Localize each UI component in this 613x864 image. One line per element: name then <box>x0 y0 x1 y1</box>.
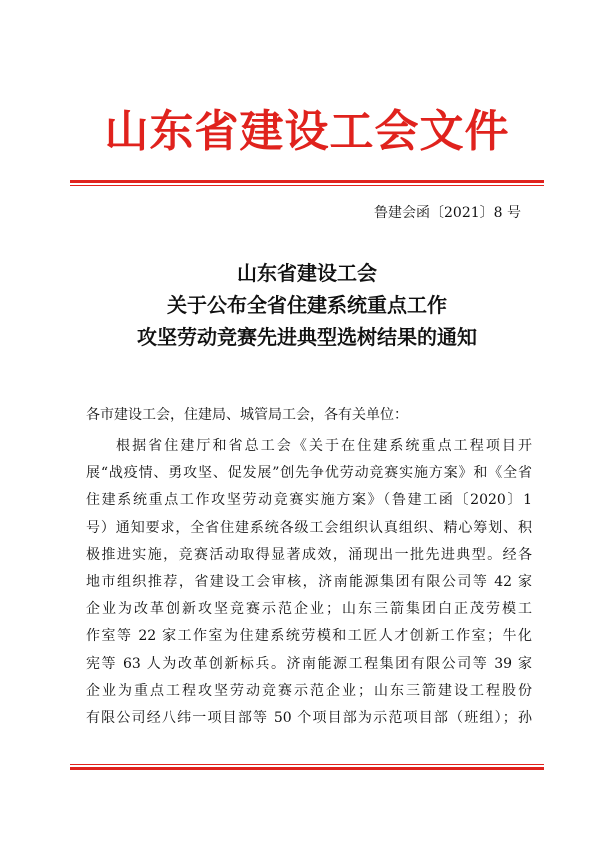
notice-title-line: 攻坚劳动竞赛先进典型选树结果的通知 <box>137 325 477 349</box>
document-number: 鲁建会函〔2021〕8 号 <box>374 205 521 221</box>
body-line: 号）通知要求，全省住建系统各级工会组织认真组织、精心筹划、积 <box>86 519 532 536</box>
salutation: 各市建设工会，住建局、城管局工会，各有关单位： <box>86 407 408 423</box>
footer-rule-thin <box>70 764 544 765</box>
body-line: 企业为重点工程攻坚劳动竞赛示范企业；山东三箭建设工程股份 <box>86 682 532 699</box>
masthead-rule-thick <box>70 180 544 183</box>
body-line: 有限公司经八纬一项目部等 50 个项目部为示范项目部（班组）；孙 <box>86 709 532 726</box>
body-line: 展“战疫情、勇攻坚、促发展”创先争优劳动竞赛实施方案》和《全省 <box>86 465 532 482</box>
masthead-rule-thin <box>70 185 544 186</box>
masthead-title: 山东省建设工会文件 <box>104 106 510 157</box>
body-line: 企业为改革创新攻坚竞赛示范企业；山东三箭集团白正茂劳模工 <box>86 601 532 618</box>
body-line: 地市组织推荐，省建设工会审核，济南能源集团有限公司等 42 家 <box>86 573 532 590</box>
body-line: 极推进实施，竞赛活动取得显著成效，涌现出一批先进典型。经各 <box>86 546 532 563</box>
notice-title <box>70 257 544 353</box>
body-line: 住建系统重点工作攻坚劳动竞赛实施方案》（鲁建工函〔2020〕1 <box>86 492 532 509</box>
notice-title-line: 关于公布全省住建系统重点工作 <box>167 293 447 317</box>
body-paragraph <box>86 433 532 732</box>
body-line: 根据省住建厅和省总工会《关于在住建系统重点工程项目开 <box>116 438 532 454</box>
body-line: 宪等 63 人为改革创新标兵。济南能源工程集团有限公司等 39 家 <box>86 655 532 672</box>
footer-rule-thick <box>70 767 544 770</box>
body-line: 作室等 22 家工作室为住建系统劳模和工匠人才创新工作室；牛化 <box>86 628 532 645</box>
notice-title-line: 山东省建设工会 <box>237 261 377 285</box>
